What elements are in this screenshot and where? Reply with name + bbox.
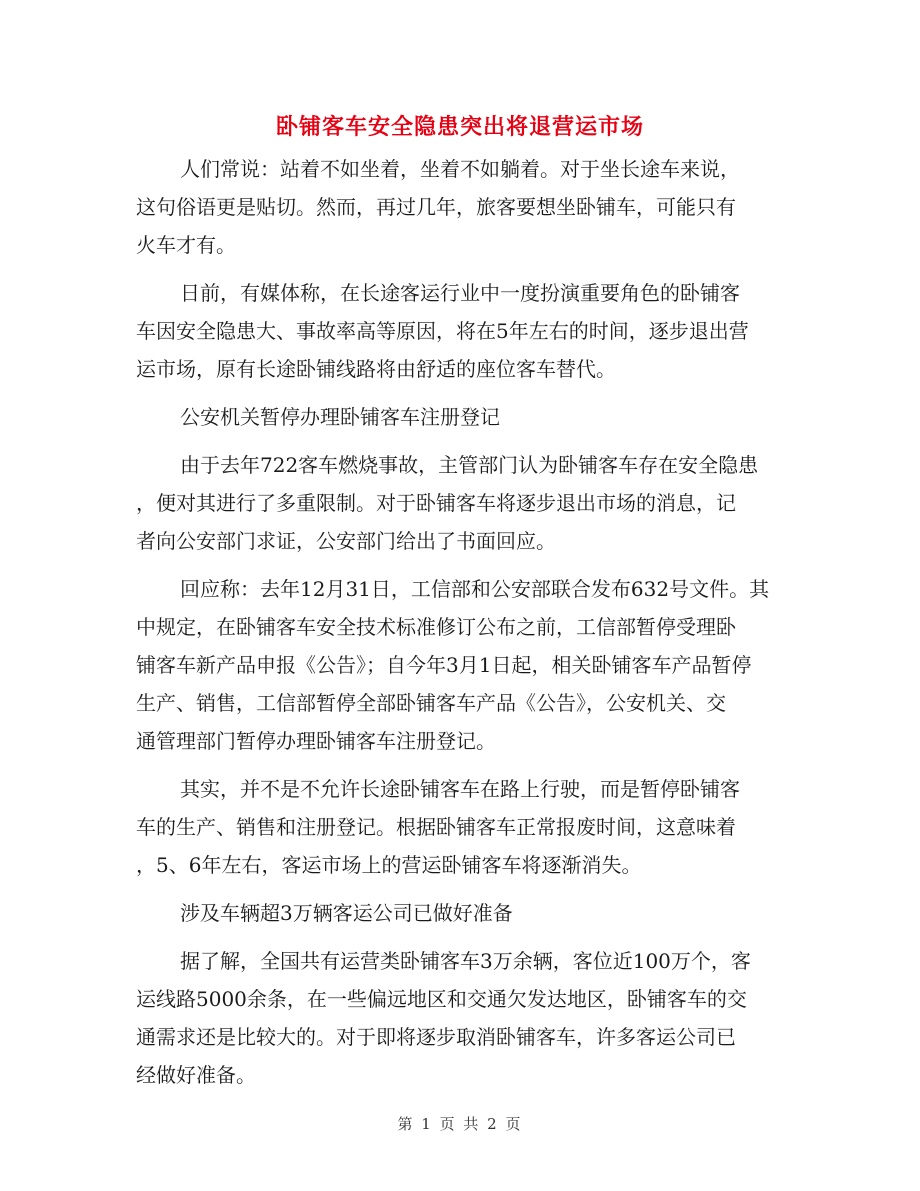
paragraph-line: 生产、销售，工信部暂停全部卧铺客车产品《公告》，公安机关、交 bbox=[136, 691, 726, 715]
paragraph bbox=[136, 150, 786, 264]
paragraph-spacer bbox=[136, 884, 786, 894]
paragraph bbox=[136, 446, 786, 560]
page-footer: 第 1 页 共 2 页 bbox=[397, 1115, 523, 1133]
paragraph-spacer bbox=[136, 436, 786, 446]
paragraph-line: 车的生产、销售和注册登记。根据卧铺客车正常报废时间，这意味着 bbox=[136, 815, 736, 839]
paragraph-line: 其实，并不是不允许长途卧铺客车在路上行驶，而是暂停卧铺客 bbox=[180, 777, 740, 801]
paragraph-line: 车因安全隐患大、事故率高等原因，将在5年左右的时间，逐步退出营 bbox=[136, 319, 749, 343]
document-title: 卧铺客车安全隐患突出将退营运市场 bbox=[275, 114, 644, 140]
paragraph-line: 涉及车辆超3万辆客运公司已做好准备 bbox=[180, 901, 513, 925]
paragraph-line: ，便对其进行了多重限制。对于卧铺客车将逐步退出市场的消息，记 bbox=[136, 491, 736, 515]
paragraph-line: 这句俗语更是贴切。然而，再过几年，旅客要想坐卧铺车，可能只有 bbox=[136, 195, 736, 219]
paragraph-line: 铺客车新产品申报《公告》；自今年3月1日起，相关卧铺客车产品暂停 bbox=[136, 653, 752, 677]
paragraph bbox=[136, 894, 786, 932]
paragraph bbox=[136, 770, 786, 884]
paragraph-line: 日前，有媒体称，在长途客运行业中一度扮演重要角色的卧铺客 bbox=[180, 281, 740, 305]
paragraph-line: 通需求还是比较大的。对于即将逐步取消卧铺客车，许多客运公司已 bbox=[136, 1025, 736, 1049]
paragraph-line: 回应称：去年12月31日，工信部和公安部联合发布632号文件。其 bbox=[180, 577, 770, 601]
paragraph-line: 火车才有。 bbox=[136, 233, 236, 257]
paragraph-spacer bbox=[136, 264, 786, 274]
paragraph-line: 运市场，原有长途卧铺线路将由舒适的座位客车替代。 bbox=[136, 357, 616, 381]
paragraph-line: 据了解，全国共有运营类卧铺客车3万余辆，客位近100万个，客 bbox=[180, 949, 751, 973]
document-body bbox=[136, 150, 786, 1094]
paragraph bbox=[136, 570, 786, 760]
paragraph-line: 由于去年722客车燃烧事故，主管部门认为卧铺客车存在安全隐患 bbox=[180, 453, 759, 477]
paragraph bbox=[136, 398, 786, 436]
paragraph-line: 人们常说：站着不如坐着，坐着不如躺着。对于坐长途车来说， bbox=[180, 157, 740, 181]
paragraph-line: 者向公安部门求证，公安部门给出了书面回应。 bbox=[136, 529, 556, 553]
paragraph-line: 经做好准备。 bbox=[136, 1063, 256, 1087]
paragraph-line: ，5、6年左右，客运市场上的营运卧铺客车将逐渐消失。 bbox=[136, 853, 642, 877]
paragraph-line: 公安机关暂停办理卧铺客车注册登记 bbox=[180, 405, 500, 429]
paragraph bbox=[136, 942, 786, 1094]
paragraph bbox=[136, 274, 786, 388]
paragraph-line: 运线路5000余条，在一些偏远地区和交通欠发达地区，卧铺客车的交 bbox=[136, 987, 747, 1011]
paragraph-spacer bbox=[136, 560, 786, 570]
paragraph-line: 通管理部门暂停办理卧铺客车注册登记。 bbox=[136, 729, 496, 753]
paragraph-spacer bbox=[136, 760, 786, 770]
paragraph-spacer bbox=[136, 388, 786, 398]
paragraph-spacer bbox=[136, 932, 786, 942]
paragraph-line: 中规定，在卧铺客车安全技术标准修订公布之前，工信部暂停受理卧 bbox=[136, 615, 736, 639]
